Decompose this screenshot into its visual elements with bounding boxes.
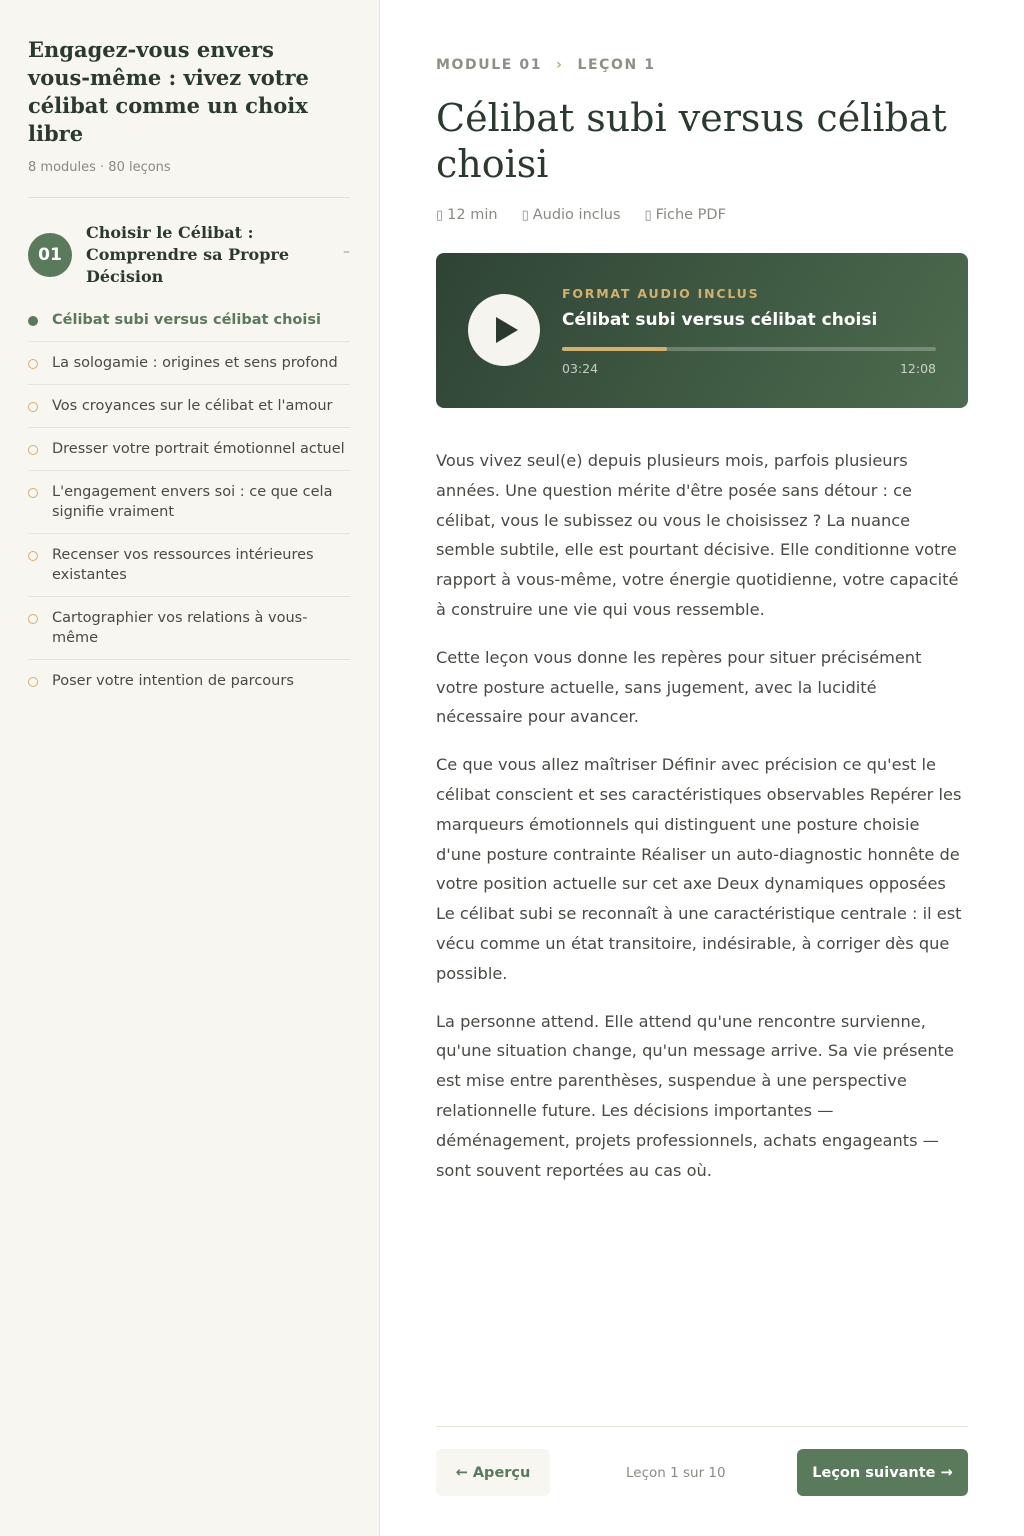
lesson-status-icon — [28, 677, 38, 687]
clock-icon: ▯ — [436, 207, 444, 223]
body-paragraph: La personne attend. Elle attend qu'une rencontre survienne, qu'une situation change, qu'un message arrive. Sa vie présente est mise entre parenthèses, suspendue à une perspective relationnelle future. Les décisions importantes — déménagement, projets professionnels, achats engageants — sont souvent reportées au cas où. — [436, 1011, 954, 1180]
sidebar-divider — [28, 197, 350, 198]
play-icon — [496, 317, 518, 343]
lesson-body — [436, 446, 968, 1185]
audio-meta — [522, 207, 621, 223]
audio-progress-fill — [562, 347, 667, 351]
audio-current-time: 03:24 — [562, 361, 599, 376]
pdf-meta[interactable] — [645, 207, 726, 223]
lesson-label: Vos croyances sur le célibat et l'amour — [52, 398, 333, 414]
lesson-item-4[interactable] — [28, 428, 350, 471]
lesson-list — [28, 310, 350, 702]
pdf-text: Fiche PDF — [655, 207, 726, 223]
audio-total-time: 12:08 — [899, 361, 936, 376]
lesson-item-3[interactable] — [28, 385, 350, 428]
breadcrumb — [436, 57, 968, 73]
lesson-item-6[interactable] — [28, 534, 350, 597]
lesson-label: L'engagement envers soi : ce que cela signifie vraiment — [52, 484, 333, 520]
lesson-status-icon — [28, 614, 38, 624]
course-title: Engagez-vous envers vous-même : vivez votre célibat comme un choix libre — [28, 37, 309, 146]
lesson-status-icon — [28, 551, 38, 561]
module-number-badge: 01 — [28, 233, 72, 277]
lesson-status-icon — [28, 488, 38, 498]
document-icon: ▯ — [644, 207, 652, 223]
lesson-main — [436, 0, 968, 1536]
lesson-label: Poser votre intention de parcours — [52, 673, 294, 689]
duration-text: 12 min — [447, 207, 498, 223]
body-paragraph: Cette leçon vous donne les repères pour situer précisément votre posture actuelle, sans jugement, avec la lucidité nécessaire pour avancer. — [436, 647, 922, 727]
lesson-item-5[interactable] — [28, 471, 350, 534]
lesson-status-icon — [28, 316, 38, 326]
body-paragraph: Ce que vous allez maîtriser Définir avec précision ce qu'est le célibat conscient et ses caractéristiques observables Repérer les marqueurs émotionnels qui distinguent une posture choisie d'une posture contrainte Réaliser un auto-diagnostic honnête de votre position actuelle sur cet axe Deux dynamiques opposées Le célibat subi se reconnaît à une caractéristique centrale : il est vécu comme un état transitoire, indésirable, à corriger dès que possible. — [436, 755, 962, 983]
audio-progress-bar[interactable] — [562, 347, 936, 351]
lesson-status-icon — [28, 359, 38, 369]
lesson-label: Dresser votre portrait émotionnel actuel — [52, 441, 345, 457]
headphones-icon: ▯ — [521, 207, 529, 223]
audio-text: Audio inclus — [532, 207, 621, 223]
collapse-icon[interactable]: – — [343, 244, 350, 260]
course-sidebar — [0, 0, 380, 1536]
module-header[interactable] — [28, 222, 350, 288]
lesson-item-1[interactable] — [28, 310, 350, 342]
audio-format-label: FORMAT AUDIO INCLUS — [562, 286, 760, 301]
lesson-item-7[interactable] — [28, 597, 350, 660]
module-title: Choisir le Célibat : Comprendre sa Propre Décision — [86, 223, 290, 286]
lesson-label: Cartographier vos relations à vous-même — [52, 610, 308, 646]
duration-meta — [436, 207, 498, 223]
course-meta: 8 modules · 80 leçons — [28, 160, 171, 175]
play-button[interactable] — [468, 294, 540, 366]
page-title: Célibat subi versus célibat choisi — [436, 96, 947, 186]
breadcrumb-module[interactable]: MODULE 01 — [436, 57, 543, 73]
breadcrumb-lesson: LEÇON 1 — [577, 57, 656, 73]
audio-title: Célibat subi versus célibat choisi — [562, 310, 878, 330]
lesson-label: Célibat subi versus célibat choisi — [52, 312, 321, 328]
breadcrumb-separator-icon: › — [556, 57, 564, 73]
lesson-status-icon — [28, 445, 38, 455]
lesson-label: La sologamie : origines et sens profond — [52, 355, 338, 371]
lesson-item-2[interactable] — [28, 342, 350, 385]
lesson-label: Recenser vos ressources intérieures existantes — [52, 547, 314, 583]
footer-divider — [436, 1426, 968, 1427]
previous-button[interactable]: ← Aperçu — [436, 1449, 550, 1496]
lesson-item-8[interactable] — [28, 660, 350, 702]
lesson-status-icon — [28, 402, 38, 412]
audio-player — [436, 253, 968, 408]
next-lesson-button[interactable]: Leçon suivante → — [797, 1449, 968, 1496]
lesson-pager: Leçon 1 sur 10 — [626, 1465, 726, 1481]
lesson-meta — [436, 207, 968, 223]
body-paragraph: Vous vivez seul(e) depuis plusieurs mois, parfois plusieurs années. Une question mérite d'être posée sans détour : ce célibat, vous le subissez ou vous le choisissez ? La nuance semble subtile, elle est pourtant décisive. Elle conditionne votre rapport à vous-même, votre énergie quotidienne, votre capacité à construire une vie qui vous ressemble. — [436, 451, 959, 619]
